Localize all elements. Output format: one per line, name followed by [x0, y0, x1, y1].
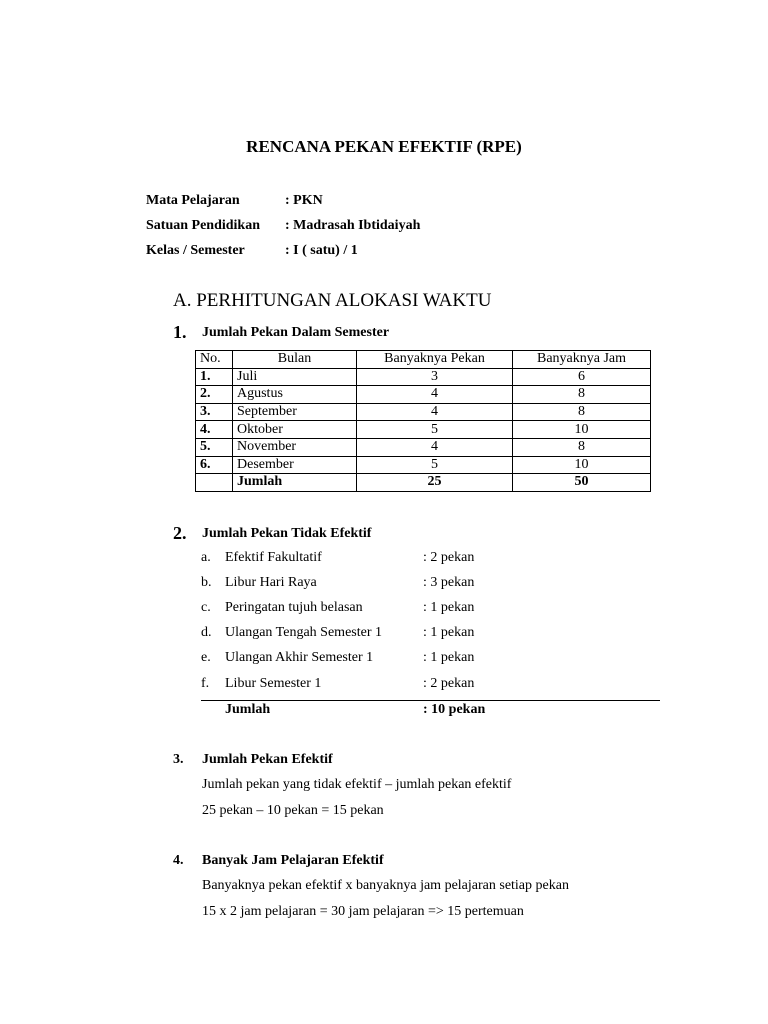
col-header-hours: Banyaknya Jam [513, 351, 651, 369]
item-value: : 2 pekan [423, 676, 475, 691]
item-label: Ulangan Akhir Semester 1 [225, 650, 374, 665]
sub4-title: Banyak Jam Pelajaran Efektif [202, 853, 384, 868]
row-month: Oktober [233, 421, 357, 439]
row-weeks: 3 [357, 368, 513, 386]
total-weeks: 25 [357, 474, 513, 492]
row-month: Juli [233, 368, 357, 386]
row-month: Agustus [233, 386, 357, 404]
total-label: Jumlah [233, 474, 357, 492]
item-letter: e. [201, 650, 211, 665]
item-letter: f. [201, 676, 210, 691]
sum-divider [201, 700, 660, 701]
row-hours: 10 [513, 456, 651, 474]
item-letter: c. [201, 600, 211, 615]
meta-value-school: : Madrasah Ibtidaiyah [285, 218, 421, 233]
row-weeks: 5 [357, 456, 513, 474]
table-row [196, 386, 651, 404]
row-hours: 10 [513, 421, 651, 439]
item-value: : 1 pekan [423, 625, 475, 640]
sub1-title: Jumlah Pekan Dalam Semester [202, 325, 390, 340]
row-no: 1. [196, 368, 233, 386]
meta-label-subject: Mata Pelajaran [146, 193, 240, 208]
sub4-line: 15 x 2 jam pelajaran = 30 jam pelajaran => 15 pertemuan [202, 904, 524, 919]
row-month: November [233, 438, 357, 456]
sub3-title: Jumlah Pekan Efektif [202, 752, 333, 767]
row-weeks: 4 [357, 403, 513, 421]
row-no: 4. [196, 421, 233, 439]
sub1-number: 1. [173, 322, 187, 342]
total-hours: 50 [513, 474, 651, 492]
row-weeks: 5 [357, 421, 513, 439]
table-row [196, 403, 651, 421]
row-no: 6. [196, 456, 233, 474]
total-no-cell [196, 474, 233, 492]
item-label: Libur Semester 1 [225, 676, 322, 691]
table-row [196, 368, 651, 386]
col-header-no: No. [196, 351, 233, 369]
item-value: : 1 pekan [423, 600, 475, 615]
meta-value-class: : I ( satu) / 1 [285, 243, 358, 258]
row-no: 3. [196, 403, 233, 421]
item-label: Peringatan tujuh belasan [225, 600, 363, 615]
sub2-title: Jumlah Pekan Tidak Efektif [202, 526, 372, 541]
item-value: : 2 pekan [423, 550, 475, 565]
meta-label-class: Kelas / Semester [146, 243, 245, 258]
section-a-heading: A. PERHITUNGAN ALOKASI WAKTU [173, 290, 492, 311]
sub2-number: 2. [173, 523, 187, 543]
row-month: September [233, 403, 357, 421]
item-value: : 3 pekan [423, 575, 475, 590]
sub3-number: 3. [173, 752, 184, 767]
table-total-row [196, 474, 651, 492]
table-row [196, 421, 651, 439]
item-letter: a. [201, 550, 211, 565]
row-hours: 8 [513, 386, 651, 404]
sub4-line: Banyaknya pekan efektif x banyaknya jam pelajaran setiap pekan [202, 878, 569, 893]
item-label: Libur Hari Raya [225, 575, 317, 590]
sub3-line: 25 pekan – 10 pekan = 15 pekan [202, 803, 384, 818]
col-header-month: Bulan [233, 351, 357, 369]
meta-label-school: Satuan Pendidikan [146, 218, 260, 233]
item-letter: d. [201, 625, 212, 640]
row-hours: 6 [513, 368, 651, 386]
row-weeks: 4 [357, 386, 513, 404]
table-header-row [196, 351, 651, 369]
weeks-table [195, 350, 651, 492]
item-value: : 1 pekan [423, 650, 475, 665]
item-label: Ulangan Tengah Semester 1 [225, 625, 382, 640]
col-header-weeks: Banyaknya Pekan [357, 351, 513, 369]
sub3-line: Jumlah pekan yang tidak efektif – jumlah pekan efektif [202, 777, 512, 792]
item-label: Efektif Fakultatif [225, 550, 322, 565]
table-row [196, 438, 651, 456]
document-title: RENCANA PEKAN EFEKTIF (RPE) [246, 137, 522, 156]
meta-value-subject: : PKN [285, 193, 323, 208]
row-hours: 8 [513, 438, 651, 456]
sub2-total-value: : 10 pekan [423, 702, 486, 717]
row-no: 5. [196, 438, 233, 456]
row-no: 2. [196, 386, 233, 404]
sub2-total-label: Jumlah [225, 702, 271, 717]
item-letter: b. [201, 575, 212, 590]
row-month: Desember [233, 456, 357, 474]
sub4-number: 4. [173, 853, 184, 868]
row-weeks: 4 [357, 438, 513, 456]
row-hours: 8 [513, 403, 651, 421]
table-row [196, 456, 651, 474]
